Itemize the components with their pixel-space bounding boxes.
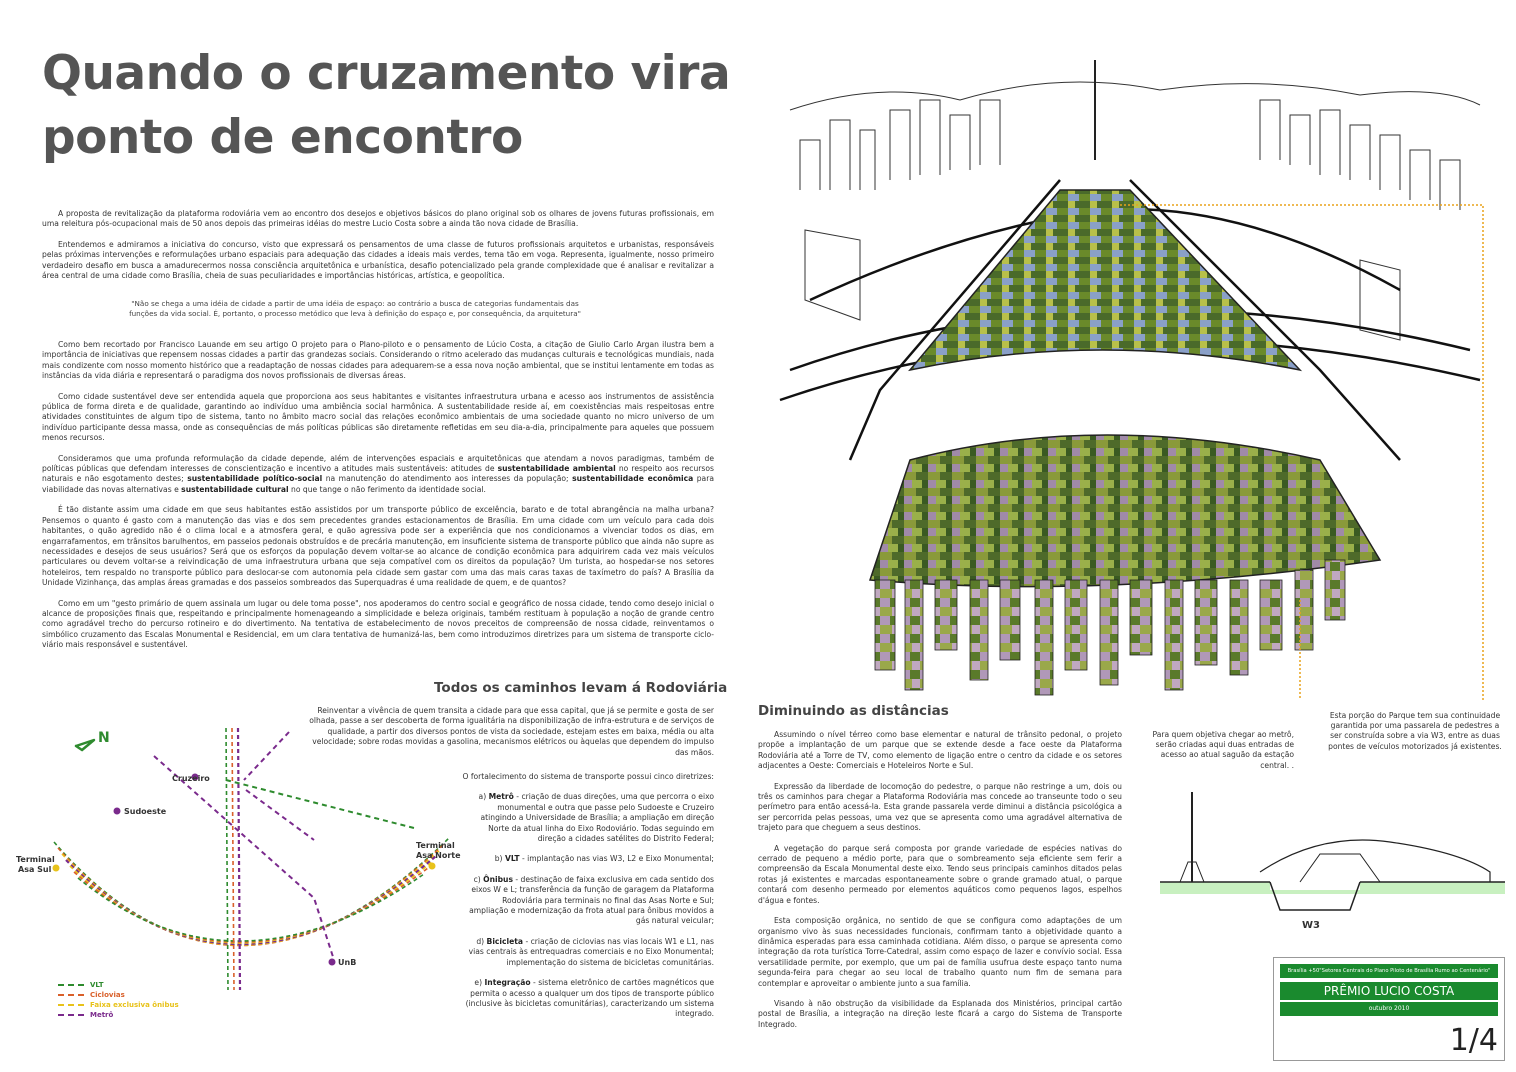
distancias-paragraph: Esta composição orgânica, no sentido de que se configura como adaptações de um organismo vivo às suas necessidades funcionais, confirmam tanto a objetividade quanto a dinâmica esperadas para essa caminhada cotidiana. Além disso, o parque se apresenta como integração da rota turística Torre-Catedral, assim como espaço de lazer e convívio social. Essa versatilidade permite, por exemplo, que um pai de família usufrua deste espaço tanto numa segunda-feira para chegar ao seu local de trabalho quanto num fim de semana para contemplar e aproveitar o ambiente junto a sua família.	[758, 916, 1122, 988]
award-title: PRÊMIO LUCIO COSTA	[1280, 982, 1498, 1000]
body-paragraph: É tão distante assim uma cidade em que seus habitantes estão assistidos por um transporte público de excelência, barato e de total abrangência na malha urbana? Pensemos o quanto é gasto com a manutenção das vias e dos sem precedentes grandes estacionamentos de Brasília. Em uma cidade com um veículo para cada dois habitantes, o quão agredido não é o clima local e a atmosfera geral, e quão agressiva pode ser a experiência que nos condicionamos a vivenciar todos os dias, em engarrafamentos, em trânsitos barulhentos, em passeios pedonais obstruídos e de precária manutenção, em insuficiente sistema de transporte público que ainda não supre as necessidades e desejos de seus usuários? Será que os esforços da população devem voltar-se ao alcance de condição econômica para adquirirem cada vez mais veículos particulares ou devem voltar-se a reivindicação de uma infraestrutura urbana que seja compatível com os direitos da população? Um turista, ao hospedar-se nos setores hoteleiros, tem respaldo no transporte público para deslocar-se com autonomia pela cidade sem gastar com uma das mais caras taxas de taxímetro do país? A Brasília da Unidade Vizinhança, das amplas áreas gramadas e dos passeios sombreados das Superquadras é uma realidade de quem, e de quantos?	[42, 505, 714, 588]
diretriz-item: c) Ônibus - destinação de faixa exclusiva em cada sentido dos eixos W e L; transferência da função de garagem da Plataforma Rodoviária para terminais no final das Asas Norte e Sul; ampliação e modernização da frota atual para ônibus movidos a gás natural veicular;	[469, 874, 714, 926]
ciclovia-line	[74, 868, 428, 942]
heading-distancias: Diminuindo as distâncias	[758, 703, 949, 719]
intro-paragraph: Entendemos e admiramos a iniciativa do concurso, visto que expressará os pensamentos de uma classe de futuros profissionais arquitetos e urbanistas, responsáveis pelas próximas intervenções e reformulações urbano espaciais para adequação das cidades a ideais mais verdes, tema tão em voga. Representa, igualmente, nosso primeiro verdadeiro desafio em busca a amadurecermos nossa consciência arquitetônica e urbanística, desafio potencializado pela grande complexidade que é analisar e revitalizar a área central de uma cidade como Brasília, cheia de suas peculiaridades e importâncias históricas, artística, e geopolítica.	[42, 239, 714, 281]
page-title	[42, 42, 742, 170]
distancias-paragraph: A vegetação do parque será composta por grande variedade de espécies nativas do cerrado de pequeno a médio porte, para que o sombreamento seja eficiente sem ferir a compreensão da Escala Monumental deste eixo. Tendo seus principais caminhos ditados pelas rotas já existentes e marcadas espontaneamente sobre o grande gramado atual, o parque contará com desenho permeado por elementos aquáticos como pequenos lagos, espelhos d'água e fontes.	[758, 843, 1122, 905]
page-number: 1/4	[1449, 1023, 1498, 1058]
ciclovia-line	[232, 728, 234, 990]
w3-label: W3	[1302, 920, 1320, 931]
north-label: N	[98, 730, 110, 746]
diretriz-item: a) Metrô - criação de duas direções, uma que percorra o eixo monumental e outra que passe pelo Sudoeste e Cruzeiro atingindo a Universidade de Brasília; a ampliação em direção Norte da atual linha do Eixo Rodoviário. Todas seguindo em direção a cidades satélites do Distrito Federal;	[478, 792, 714, 844]
caminhos-intro: Reinventar a vivência de quem transita a cidade para que essa capital, que já se permite e gosta de ser olhada, passe a ser descoberta de forma igualitária na disponibilização de infra-estrutura e de serviços de qualidade, a partir dos diversos pontos de vista da sociedade, estejam estes em baixa, média ou alta velocidade; sobre rodas movidas a gasolina, mecanismos elétricos ou àquelas que dependem do impulso das mãos.	[309, 706, 714, 757]
park-collage-lower	[870, 435, 1380, 587]
ciclovia-line	[58, 844, 444, 946]
legend-item-metro: Metrô	[58, 1010, 179, 1020]
legend-item-vlt: VLT	[58, 980, 179, 990]
place-unb: UnB	[338, 958, 357, 967]
park-illustration-svg	[760, 40, 1500, 700]
park-collage-upper	[910, 190, 1300, 370]
title-line-1: Quando o cruzamento vira	[42, 46, 731, 101]
main-text	[42, 340, 714, 661]
place-marker	[429, 863, 436, 870]
legend-item-onibus: Faixa exclusiva ônibus	[58, 1000, 179, 1010]
note-parque: Esta porção do Parque tem sua continuidade garantida por uma passarela de pedestres a ser construída sobre a via W3, entre as duas pontes de veículos motorizados já existentes.	[1328, 711, 1502, 751]
diretriz-item: e) Integração - sistema eletrônico de cartões magnéticos que permita o acesso a qualquer um dos tipos de transporte público (inclusive às bicicletas comunitárias), caracterizando um sistema integrado.	[465, 978, 714, 1019]
distancias-paragraph: Assumindo o nível térreo como base elementar e natural de trânsito pedonal, o projeto propõe a implantação de um parque que se extende desde a face oeste da Plataforma Rodoviária até a Torre de TV, como elemento de ligação entre o centro da cidade e os setores adjacentes a Oeste: Comerciais e Hoteleiros Norte e Sul.	[758, 730, 1122, 771]
distancias-paragraph: Expressão da liberdade de locomoção do pedestre, o parque não restringe a um, dois ou três os caminhos para chegar a Plataforma Rodoviária mas concede ao transeunte todo o seu perímetro para então acessá-la. Esta grande passarela verde diminui a distância psicológica a ser percorrida pelas pessoas, uma vez que se apresenta como uma agradável alternativa de trajeto para que cheguem a seus destinos.	[758, 781, 1122, 833]
award-date: outubro 2010	[1280, 1002, 1498, 1016]
distancias-text	[758, 730, 1122, 1040]
body-paragraph: Como bem recortado por Francisco Lauande em seu artigo O projeto para o Plano-piloto e o pensamento de Lúcio Costa, a citação de Giulio Carlo Argan ilustra bem a importância de iniciativas que repensem nossas cidades a partir das grandezas sociais. Considerando o ritmo acelerado das mudanças culturais e tecnológicas mundiais, nada mais condizente com nosso momento histórico que a readaptação de nossas cidades para adequarem-se a essa nova noção ambiental, que se institui lentamente em todas as instâncias da vida diária e representará o paradigma dos novos profissionais de diversas áreas.	[42, 340, 714, 381]
w3-section-svg	[1160, 782, 1505, 932]
metro-branch	[246, 790, 314, 840]
map-legend	[58, 980, 179, 1020]
distancias-paragraph: Visando à não obstrução da visibilidade da Esplanada dos Ministérios, principal cartão postal de Brasília, a integração na direção leste ficará a cargo do Sistema de Transporte Integrado.	[758, 998, 1122, 1029]
north-arrow-icon	[76, 740, 94, 750]
legend-item-ciclovias: Ciclovias	[58, 990, 179, 1000]
award-subtitle: Brasília +50"Setores Centrais do Plano Piloto de Brasília Rumo ao Centenário"	[1280, 964, 1498, 978]
vlt-line	[226, 728, 228, 990]
diretrizes-list	[462, 772, 714, 1030]
transport-map-svg	[14, 720, 464, 1020]
body-paragraph: Como cidade sustentável deve ser entendida aquela que proporciona aos seus habitantes e visitantes infraestrutura urbana e acesso aos instrumentos de assistência pública de forma direta e de qualidade, garantindo ao indivíduo uma ambiência social harmônica. A sustentabilidade reside aí, em coexistências mais respeitosas entre atividades constituintes de algum tipo de sistema, tanto no âmbito macro social das relações econômico ambientais de uma sociedade quanto no micro universo de um indivíduo participante dessa massa, onde as consequências de más políticas públicas são diretamente refletidas em seu dia-a-dia, principalmente para aqueles que possuem menos recursos.	[42, 391, 714, 443]
award-box	[1273, 957, 1505, 1061]
heading-caminhos: Todos os caminhos levam á Rodoviária	[434, 680, 728, 696]
place-cruzeiro: Cruzeiro	[172, 774, 210, 783]
place-sudoeste: Sudoeste	[124, 807, 167, 816]
argan-quote: "Não se chega a uma idéia de cidade a partir de uma idéia de espaço: ao contrário a busca de categorias fundamentais das funções da vida social. É, portanto, o processo metódico que leva à definição do espaço e, por consequência, da arquitetura"	[129, 299, 581, 318]
transport-map	[14, 720, 464, 1020]
vlt-line	[78, 874, 424, 941]
place-marker	[53, 865, 60, 872]
title-line-2: ponto de encontro	[42, 110, 523, 165]
note-metro: Para quem objetiva chegar ao metrô, serão criadas aqui duas entradas de acesso ao atual saguão da estação central. .	[1152, 730, 1294, 770]
park-collage-fingers	[875, 560, 1345, 695]
diretriz-item: d) Bicicleta - criação de ciclovias nas vias locais W1 e L1, nas vias centrais às entrequadras comerciais e no Eixo Monumental; implementação do sistema de bicicletas comunitárias.	[468, 936, 714, 967]
place-terminal-asa-norte: Terminal Asa Norte	[416, 841, 461, 860]
diretriz-item: b) VLT - implantação nas vias W3, L2 e Eixo Monumental;	[494, 854, 714, 864]
w3-section-sketch	[1160, 782, 1505, 932]
intro-paragraph: A proposta de revitalização da plataforma rodoviária vem ao encontro dos desejos e objetivos básicos do plano original sob os olhares de jovens futuras profissionais, em uma releitura pós-ocupacional mais de 50 anos depois das primeiras idéias do mestre Lucio Costa sobre a ainda tão nova cidade de Brasília.	[42, 209, 714, 229]
diretrizes-intro: O fortalecimento do sistema de transporte possui cinco diretrizes:	[462, 772, 714, 781]
metro-branch	[154, 756, 334, 960]
body-paragraph-sustentabilidade: Consideramos que uma profunda reformulação da cidade depende, além de intervenções espaciais e arquitetônicas que atendam a novos paradigmas, também de políticas públicas que defendam interesses de conscientização e incentivo a atitudes mais sustentáveis: atitudes de sustentabilidade ambiental no respeito aos recursos naturais e não esgotamento destes; sustentabilidade político-social na manutenção do atendimento aos interesses da população; sustentabilidade econômica para viabilidade das novas alternativas e sustentabilidade cultural no que tange o não ferimento da identidade social.	[42, 453, 714, 494]
place-marker	[114, 808, 121, 815]
metro-branch	[244, 732, 289, 780]
intro-text	[42, 209, 714, 291]
metro-line	[238, 728, 240, 990]
park-illustration	[760, 40, 1500, 700]
onibus-line	[70, 862, 432, 943]
place-marker	[329, 959, 336, 966]
vlt-branch	[226, 780, 414, 828]
body-paragraph: Como em um "gesto primário de quem assinala um lugar ou dele toma posse", nos apoderamos do centro social e geográfico de nossa cidade, tendo como desejo inicial o alcance de proposições finais que, respeitando e principalmente homenageando a simplicidade e beleza originais, também restituam à população a noção de grande centro como agradável trecho do percurso rotineiro e do divertimento. Na tentativa de estabelecimento de novos preceitos de compreensão de nossa cidade, reinventamos o simbólico cruzamento das Escalas Monumental e Residencial, em um clara tentativa de humanizá-las, bem como introduzimos diretrizes para um sistema de transporte ciclo-viário mais responsável e sustentável.	[42, 598, 714, 650]
place-terminal-asa-sul: Terminal Asa Sul	[16, 855, 55, 874]
